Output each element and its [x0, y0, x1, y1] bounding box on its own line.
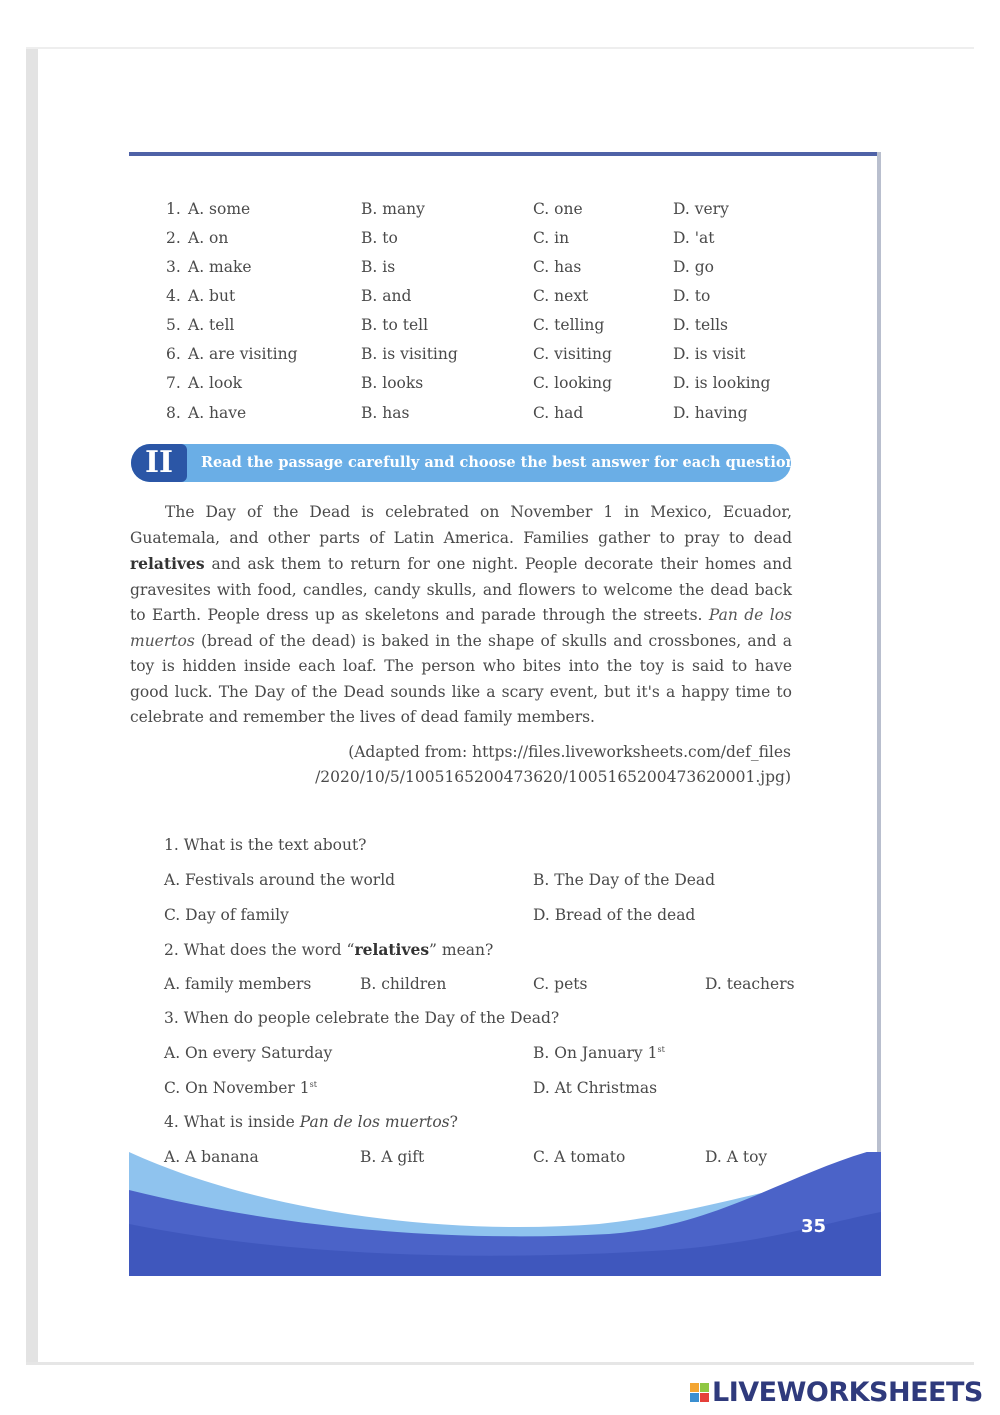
- question-2: [164, 940, 493, 964]
- section-numeral: II: [131, 444, 187, 482]
- option-c[interactable]: C. telling: [533, 316, 605, 334]
- q4-text-post: ?: [449, 1113, 458, 1131]
- option-a[interactable]: A. some: [188, 200, 251, 218]
- row-number: 5.: [166, 316, 181, 334]
- option-b[interactable]: B. looks: [361, 374, 424, 392]
- option-b[interactable]: B. and: [361, 287, 412, 305]
- option-c[interactable]: C. next: [533, 287, 589, 305]
- liveworksheets-logo[interactable]: [690, 1376, 983, 1408]
- option-d[interactable]: D. 'at: [673, 229, 715, 247]
- option-c[interactable]: C. visiting: [533, 345, 612, 363]
- q2-option-a[interactable]: A. family members: [164, 975, 312, 993]
- option-d[interactable]: D. go: [673, 258, 714, 276]
- source-line-2: /2020/10/5/1005165200473620/1005165200473620001.jpg): [315, 768, 791, 786]
- option-c[interactable]: C. has: [533, 258, 582, 276]
- q2-text-pre: 2. What does the word “: [164, 941, 355, 959]
- option-a[interactable]: A. make: [188, 258, 252, 276]
- q2-option-c[interactable]: C. pets: [533, 975, 588, 993]
- option-row: [129, 404, 881, 428]
- logo-square-orange: [690, 1383, 699, 1392]
- passage-keyword: relatives: [130, 554, 205, 573]
- question-3: 3. When do people celebrate the Day of the Dead?: [164, 1009, 560, 1027]
- q4-option-a[interactable]: A. A banana: [164, 1148, 259, 1166]
- passage-text-3: (bread of the dead) is baked in the shape of skulls and crossbones, and a toy is hidden inside each loaf. The person who bites into the toy is said to have good luck. The Day of the Dead sounds like a scary event, but it's a happy time to celebrate and remember the lives of dead family members.: [130, 631, 792, 726]
- option-d[interactable]: D. is visit: [673, 345, 746, 363]
- logo-square-red: [700, 1393, 709, 1402]
- option-d[interactable]: D. very: [673, 200, 729, 218]
- page-top-rule: [129, 152, 881, 156]
- q2-keyword: relatives: [354, 940, 430, 959]
- q3-option-b-text: B. On January 1: [533, 1044, 658, 1062]
- footer-wave: [129, 1152, 881, 1276]
- option-b[interactable]: B. has: [361, 404, 410, 422]
- q3-option-b-suffix: st: [657, 1044, 665, 1054]
- option-d[interactable]: D. having: [673, 404, 748, 422]
- question-1: 1. What is the text about?: [164, 836, 367, 854]
- row-number: 4.: [166, 287, 181, 305]
- option-row: [129, 287, 881, 311]
- option-c[interactable]: C. looking: [533, 374, 613, 392]
- option-b[interactable]: B. to: [361, 229, 398, 247]
- source-line-1: (Adapted from: https://files.liveworksheets.com/def_files: [348, 743, 791, 761]
- option-row: [129, 345, 881, 369]
- option-b[interactable]: B. many: [361, 200, 425, 218]
- option-a[interactable]: A. have: [188, 404, 247, 422]
- option-d[interactable]: D. tells: [673, 316, 728, 334]
- worksheet-page: [129, 152, 881, 1276]
- q1-option-b[interactable]: B. The Day of the Dead: [533, 871, 716, 889]
- question-4: [164, 1113, 458, 1137]
- q4-option-b[interactable]: B. A gift: [360, 1148, 425, 1166]
- row-number: 8.: [166, 404, 181, 422]
- option-c[interactable]: C. one: [533, 200, 583, 218]
- option-b[interactable]: B. is visiting: [361, 345, 458, 363]
- logo-text: LIVEWORKSHEETS: [712, 1376, 983, 1408]
- q3-option-c[interactable]: [164, 1079, 317, 1103]
- option-row: [129, 200, 881, 224]
- option-row: [129, 316, 881, 340]
- q2-option-b[interactable]: B. children: [360, 975, 447, 993]
- source-citation: [279, 740, 791, 790]
- option-b[interactable]: B. to tell: [361, 316, 429, 334]
- q1-option-a[interactable]: A. Festivals around the world: [164, 871, 396, 889]
- viewer-bottom-border: [26, 1362, 974, 1365]
- logo-square-green: [700, 1383, 709, 1392]
- passage-text-1: The Day of the Dead is celebrated on November 1 in Mexico, Ecuador, Guatemala, and other parts of Latin America. Families gather to pray to dead: [130, 503, 792, 547]
- q3-option-b[interactable]: [533, 1044, 665, 1068]
- row-number: 6.: [166, 345, 181, 363]
- viewer-left-border: [26, 47, 38, 1365]
- q4-option-d[interactable]: D. A toy: [705, 1148, 768, 1166]
- logo-mark-icon: [690, 1383, 709, 1402]
- logo-square-blue: [690, 1393, 699, 1402]
- passage-paragraph: [130, 500, 792, 731]
- viewer-top-border: [26, 47, 974, 49]
- section-instruction: Read the passage carefully and choose the best answer for each question.: [201, 454, 802, 471]
- option-d[interactable]: D. to: [673, 287, 711, 305]
- option-d[interactable]: D. is looking: [673, 374, 771, 392]
- q4-text-pre: 4. What is inside: [164, 1113, 300, 1131]
- q3-option-d[interactable]: D. At Christmas: [533, 1079, 658, 1097]
- option-a[interactable]: A. tell: [188, 316, 235, 334]
- q1-option-c[interactable]: C. Day of family: [164, 906, 289, 924]
- row-number: 3.: [166, 258, 181, 276]
- q3-option-c-text: C. On November 1: [164, 1079, 310, 1097]
- row-number: 7.: [166, 374, 181, 392]
- option-b[interactable]: B. is: [361, 258, 396, 276]
- q4-italic-term: Pan de los muertos: [299, 1113, 450, 1131]
- option-c[interactable]: C. had: [533, 404, 584, 422]
- option-a[interactable]: A. on: [188, 229, 229, 247]
- option-a[interactable]: A. but: [188, 287, 236, 305]
- reading-passage: [130, 500, 792, 731]
- q1-option-d[interactable]: D. Bread of the dead: [533, 906, 696, 924]
- passage-italic-term: Pan de los muertos: [130, 606, 792, 650]
- option-row: [129, 258, 881, 282]
- option-row: [129, 229, 881, 253]
- row-number: 2.: [166, 229, 181, 247]
- q3-option-a[interactable]: A. On every Saturday: [164, 1044, 333, 1062]
- q3-option-c-suffix: st: [309, 1079, 317, 1089]
- q2-text-post: ” mean?: [429, 941, 494, 959]
- q4-option-c[interactable]: C. A tomato: [533, 1148, 626, 1166]
- option-c[interactable]: C. in: [533, 229, 570, 247]
- row-number: 1.: [166, 200, 181, 218]
- passage-text-2: and ask them to return for one night. People decorate their homes and gravesites with food, candles, candy skulls, and flowers to welcome the dead back to Earth. People dress up as skeletons and parade through the streets.: [130, 555, 792, 624]
- q2-option-d[interactable]: D. teachers: [705, 975, 795, 993]
- option-a[interactable]: A. are visiting: [188, 345, 298, 363]
- option-row: [129, 374, 881, 398]
- option-a[interactable]: A. look: [188, 374, 243, 392]
- page-number: 35: [801, 1216, 827, 1237]
